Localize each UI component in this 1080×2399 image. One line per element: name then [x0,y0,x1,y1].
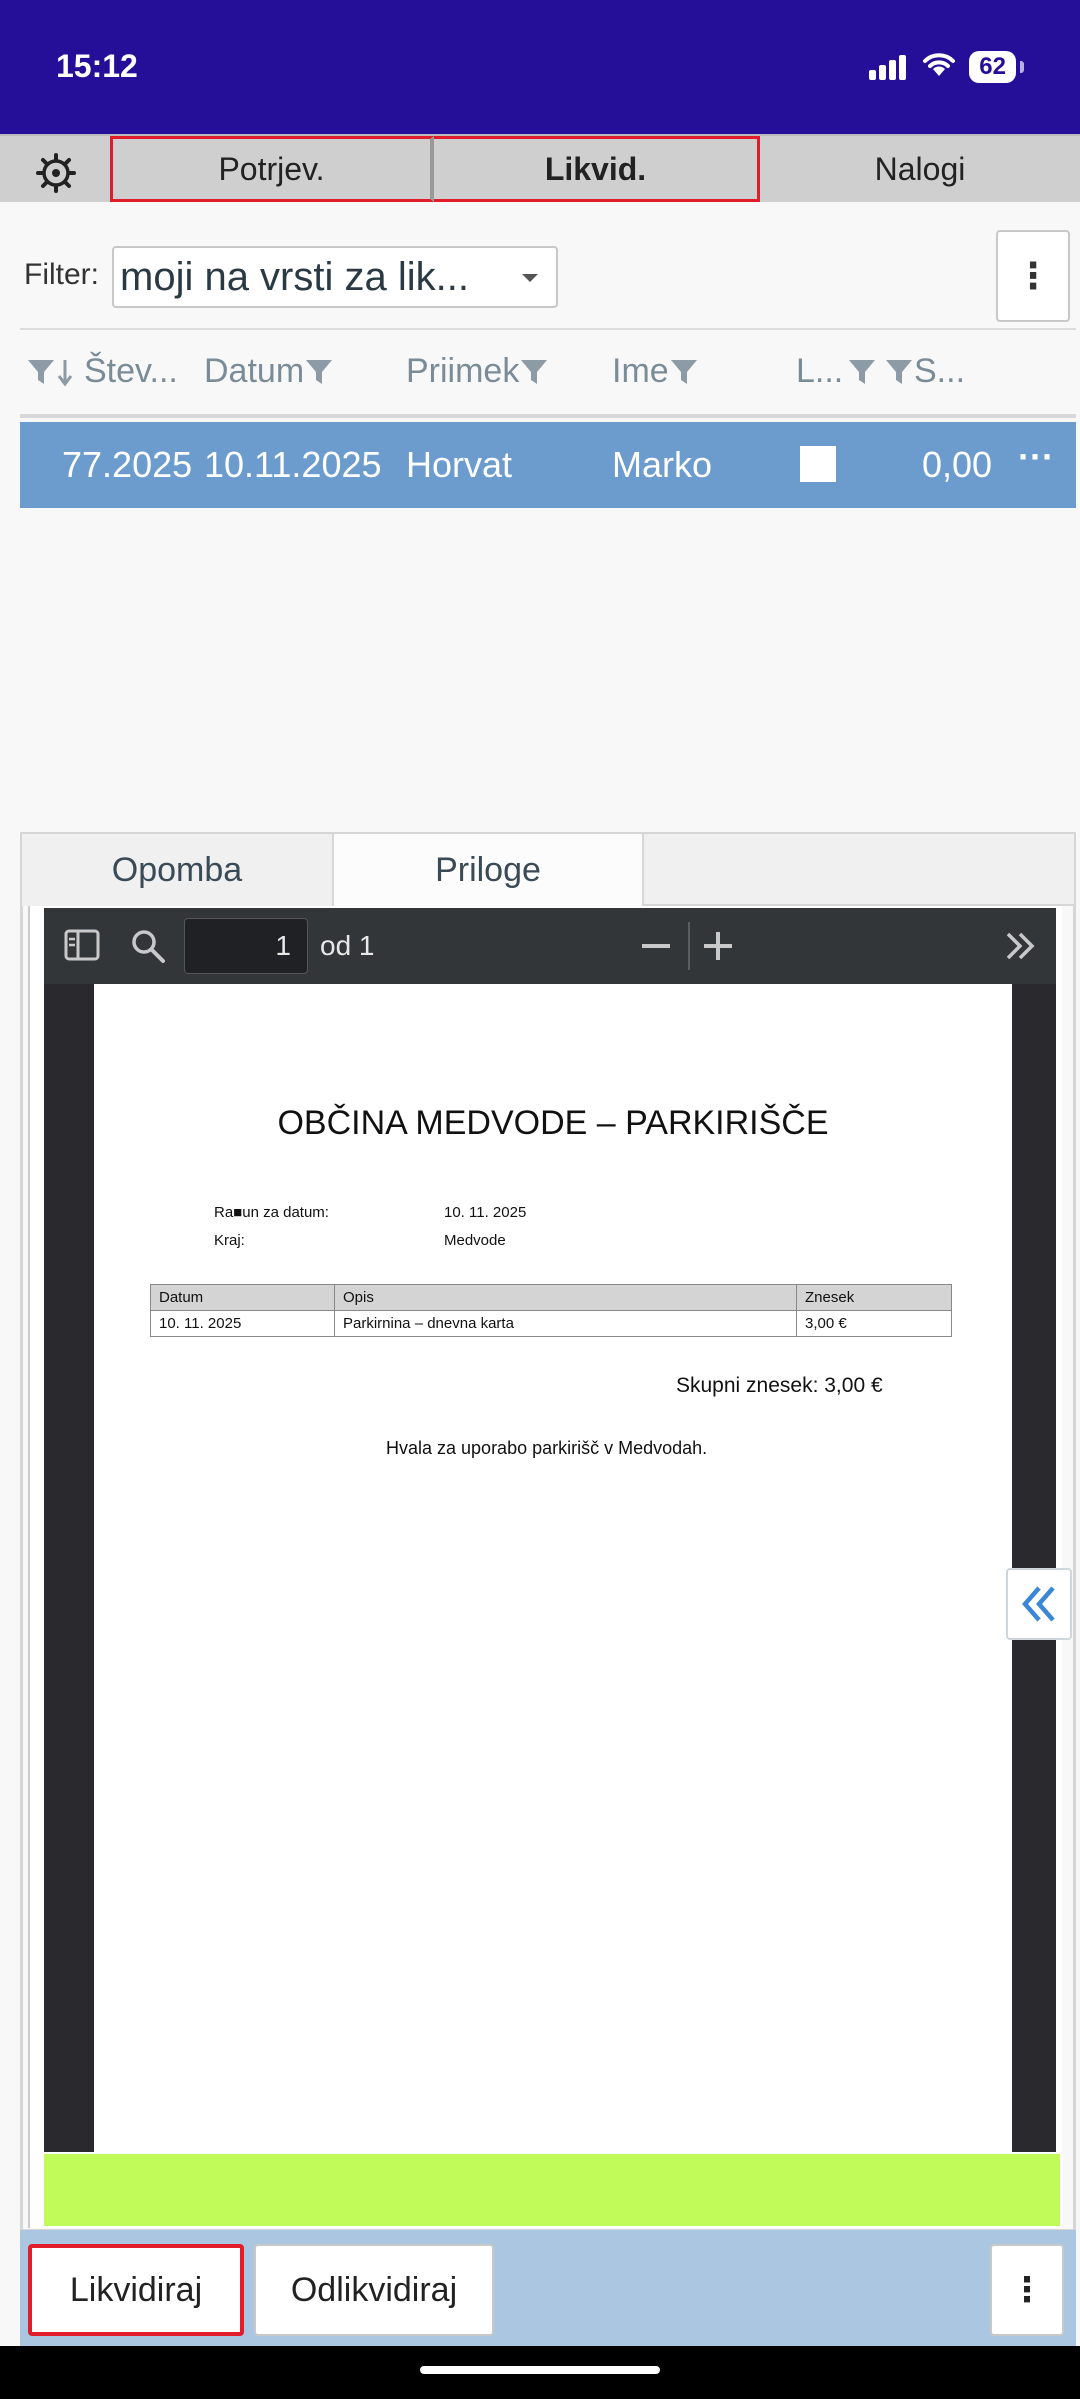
document-field-label: Kraj: [214,1232,245,1249]
pdf-page [94,984,1012,2152]
cell-datum: 10.11.2025 [204,444,382,485]
document-table-cell: 3,00 € [797,1311,952,1337]
filter-select[interactable] [112,246,558,308]
odlikvidiraj-button[interactable]: Odlikvidiraj [254,2244,494,2336]
column-header-ime[interactable]: Ime [612,352,699,391]
column-header-stevilka[interactable]: Štev... [26,352,178,391]
sort-desc-icon [56,357,74,387]
table-row[interactable] [20,422,1076,508]
detail-tab-bar [22,834,1074,906]
top-tab-bar [0,134,1080,202]
filter-funnel-icon [26,357,56,387]
filter-funnel-icon [669,357,699,387]
status-icons [869,50,1016,83]
cell-znesek: 0,00 [922,444,993,485]
settings-gear-icon[interactable] [20,148,92,198]
filter-funnel-icon [847,357,877,387]
more-options-button[interactable]: ⋮ [996,230,1070,322]
cell-ime: Marko [612,444,713,485]
document-field-value: 10. 11. 2025 [444,1204,527,1221]
expand-panel-button[interactable] [1006,1568,1072,1640]
document-field-label: Ra■un za datum: [214,1204,329,1221]
cell-stevilka: 77.2025 [62,444,193,485]
document-thanks: Hvala za uporabo parkirišč v Medvodah. [386,1438,708,1458]
document-table-cell: Parkirnina – dnevna karta [335,1311,797,1337]
page-count-label: od 1 [320,930,375,961]
page-number-input[interactable]: 1 [184,918,308,974]
filter-funnel-icon [304,357,334,387]
chevron-double-right-icon[interactable] [1004,930,1036,967]
tab-likvid[interactable]: Likvid. [434,136,760,202]
filter-funnel-icon [884,357,914,387]
zoom-in-icon[interactable] [702,930,734,967]
wifi-icon [921,50,957,83]
chevron-double-left-icon [1017,1582,1061,1626]
sidebar-toggle-icon[interactable] [64,928,100,967]
document-total: Skupni znesek: 3,00 € [676,1374,883,1397]
filter-value: moji na vrsti za lik... [120,254,469,299]
status-time: 15:12 [56,48,138,84]
document-table-header: Datum [151,1285,335,1311]
signal-icon [869,54,909,80]
column-header-znesek[interactable]: S... [884,352,965,391]
document-table-header: Znesek [797,1285,952,1311]
filter-label: Filter: [24,258,99,291]
column-header-datum[interactable]: Datum [204,352,334,391]
document-field-value: Medvode [444,1232,506,1249]
zoom-out-icon[interactable] [640,930,672,967]
dropdown-caret-icon [522,274,538,282]
column-header-priimek[interactable]: Priimek [406,352,549,391]
grid-header [20,330,1076,418]
likvidiraj-button[interactable]: Likvidiraj [28,2244,244,2336]
document-table-header: Opis [335,1285,797,1311]
tab-priloge[interactable]: Priloge [334,834,644,906]
more-actions-button[interactable]: ⋮ [990,2244,1064,2336]
home-indicator[interactable] [420,2366,660,2374]
tab-nalogi[interactable]: Nalogi [874,150,966,187]
row-checkbox[interactable] [800,446,836,482]
filter-funnel-icon [519,357,549,387]
row-more-icon[interactable]: ··· [1018,436,1054,477]
tab-opomba[interactable]: Opomba [22,834,334,906]
document-title: OBČINA MEDVODE – PARKIRIŠČE [277,1104,829,1142]
column-header-likvidirano[interactable]: L... [796,352,877,391]
tab-potrjev[interactable]: Potrjev. [110,136,434,202]
document-table [150,1284,952,1337]
battery-indicator: 62 [969,51,1016,83]
cell-priimek: Horvat [406,444,513,485]
status-strip [44,2154,1060,2226]
search-icon[interactable] [130,928,166,969]
document-table-cell: 10. 11. 2025 [151,1311,335,1337]
toolbar-divider [688,922,690,970]
